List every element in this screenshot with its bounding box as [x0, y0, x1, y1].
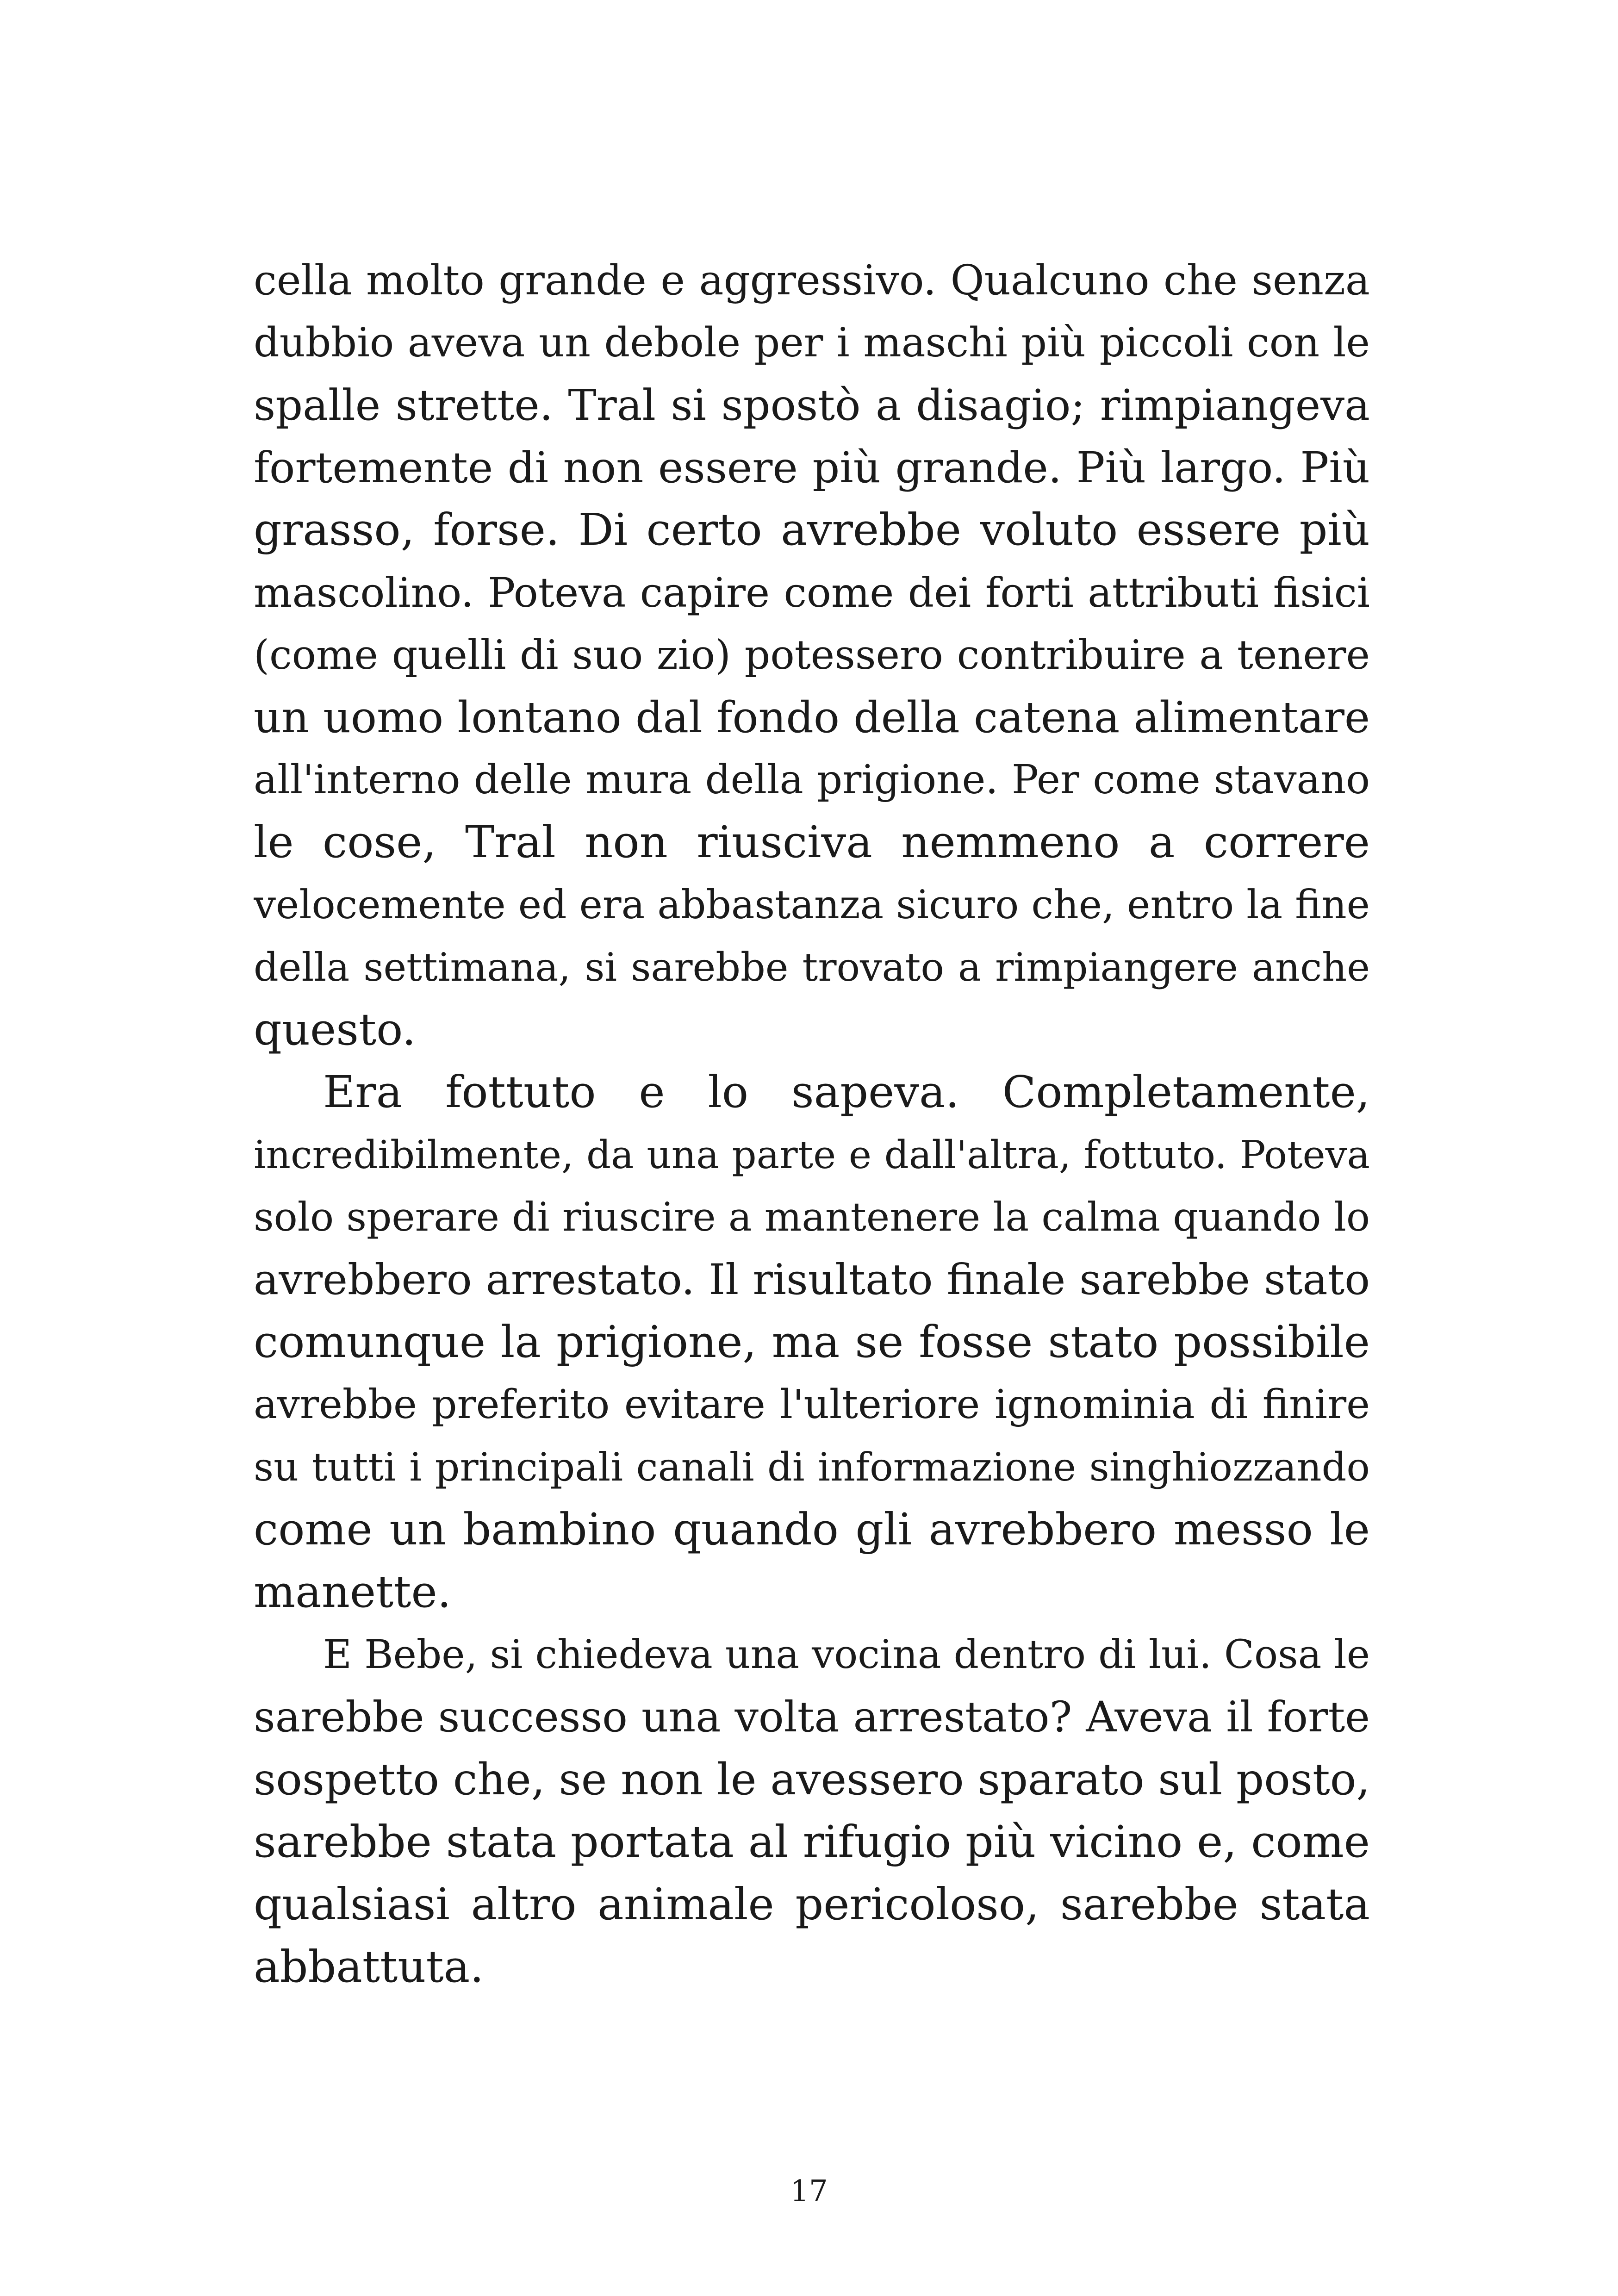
text-line: velocemente ed era abbastanza sicuro che, entro la fine [254, 882, 1370, 928]
text-line: solo sperare di riuscire a mantenere la calma quando lo [254, 1195, 1370, 1240]
text-line: su tutti i principali canali di informazione singhiozzando [254, 1444, 1370, 1490]
text-line: sarebbe stata portata al rifugio più vicino e, come [254, 1817, 1370, 1867]
text-line: cella molto grande e aggressivo. Qualcuno che senza [254, 256, 1370, 304]
page-number: 17 [790, 2174, 828, 2209]
text-line: Era fottuto e lo sapeva. Completamente, [323, 1067, 1370, 1118]
text-line: incredibilmente, da una parte e dall'altra, fottuto. Poteva [254, 1132, 1370, 1177]
text-line: comunque la prigione, ma se fosse stato possibile [254, 1317, 1370, 1368]
text-line: qualsiasi altro animale pericoloso, sarebbe stata [254, 1879, 1370, 1930]
text-line: fortemente di non essere più grande. Più largo. Più [254, 443, 1370, 492]
text-line: questo. [254, 1004, 416, 1055]
text-line: dubbio aveva un debole per i maschi più piccoli con le [254, 319, 1370, 366]
text-line: (come quelli di suo zio) potessero contribuire a tenere [254, 631, 1370, 678]
text-line: abbattuta. [254, 1941, 484, 1992]
text-line: E Bebe, si chiedeva una vocina dentro di lui. Cosa le [323, 1632, 1370, 1678]
text-line: un uomo lontano dal fondo della catena alimentare [254, 692, 1370, 742]
text-line: della settimana, si sarebbe trovato a rimpiangere anche [254, 945, 1370, 990]
text-line: manette. [254, 1567, 451, 1618]
text-line: sospetto che, se non le avessero sparato sul posto, [254, 1755, 1370, 1805]
text-line: le cose, Tral non riusciva nemmeno a correre [254, 817, 1370, 868]
text-line: sarebbe successo una volta arrestato? Aveva il forte [254, 1693, 1370, 1742]
text-line: come un bambino quando gli avrebbero messo le [254, 1504, 1370, 1555]
body-text [254, 249, 1370, 1998]
text-line: all'interno delle mura della prigione. Per come stavano [254, 757, 1370, 803]
text-line: mascolino. Poteva capire come dei forti attributi fisici [254, 569, 1370, 616]
text-line: avrebbe preferito evitare l'ulteriore ignominia di finire [254, 1381, 1370, 1428]
text-line: avrebbero arrestato. Il risultato finale sarebbe stato [254, 1256, 1370, 1304]
text-line: grasso, forse. Di certo avrebbe voluto essere più [254, 504, 1370, 555]
text-line: spalle strette. Tral si spostò a disagio; rimpiangeva [254, 380, 1370, 430]
